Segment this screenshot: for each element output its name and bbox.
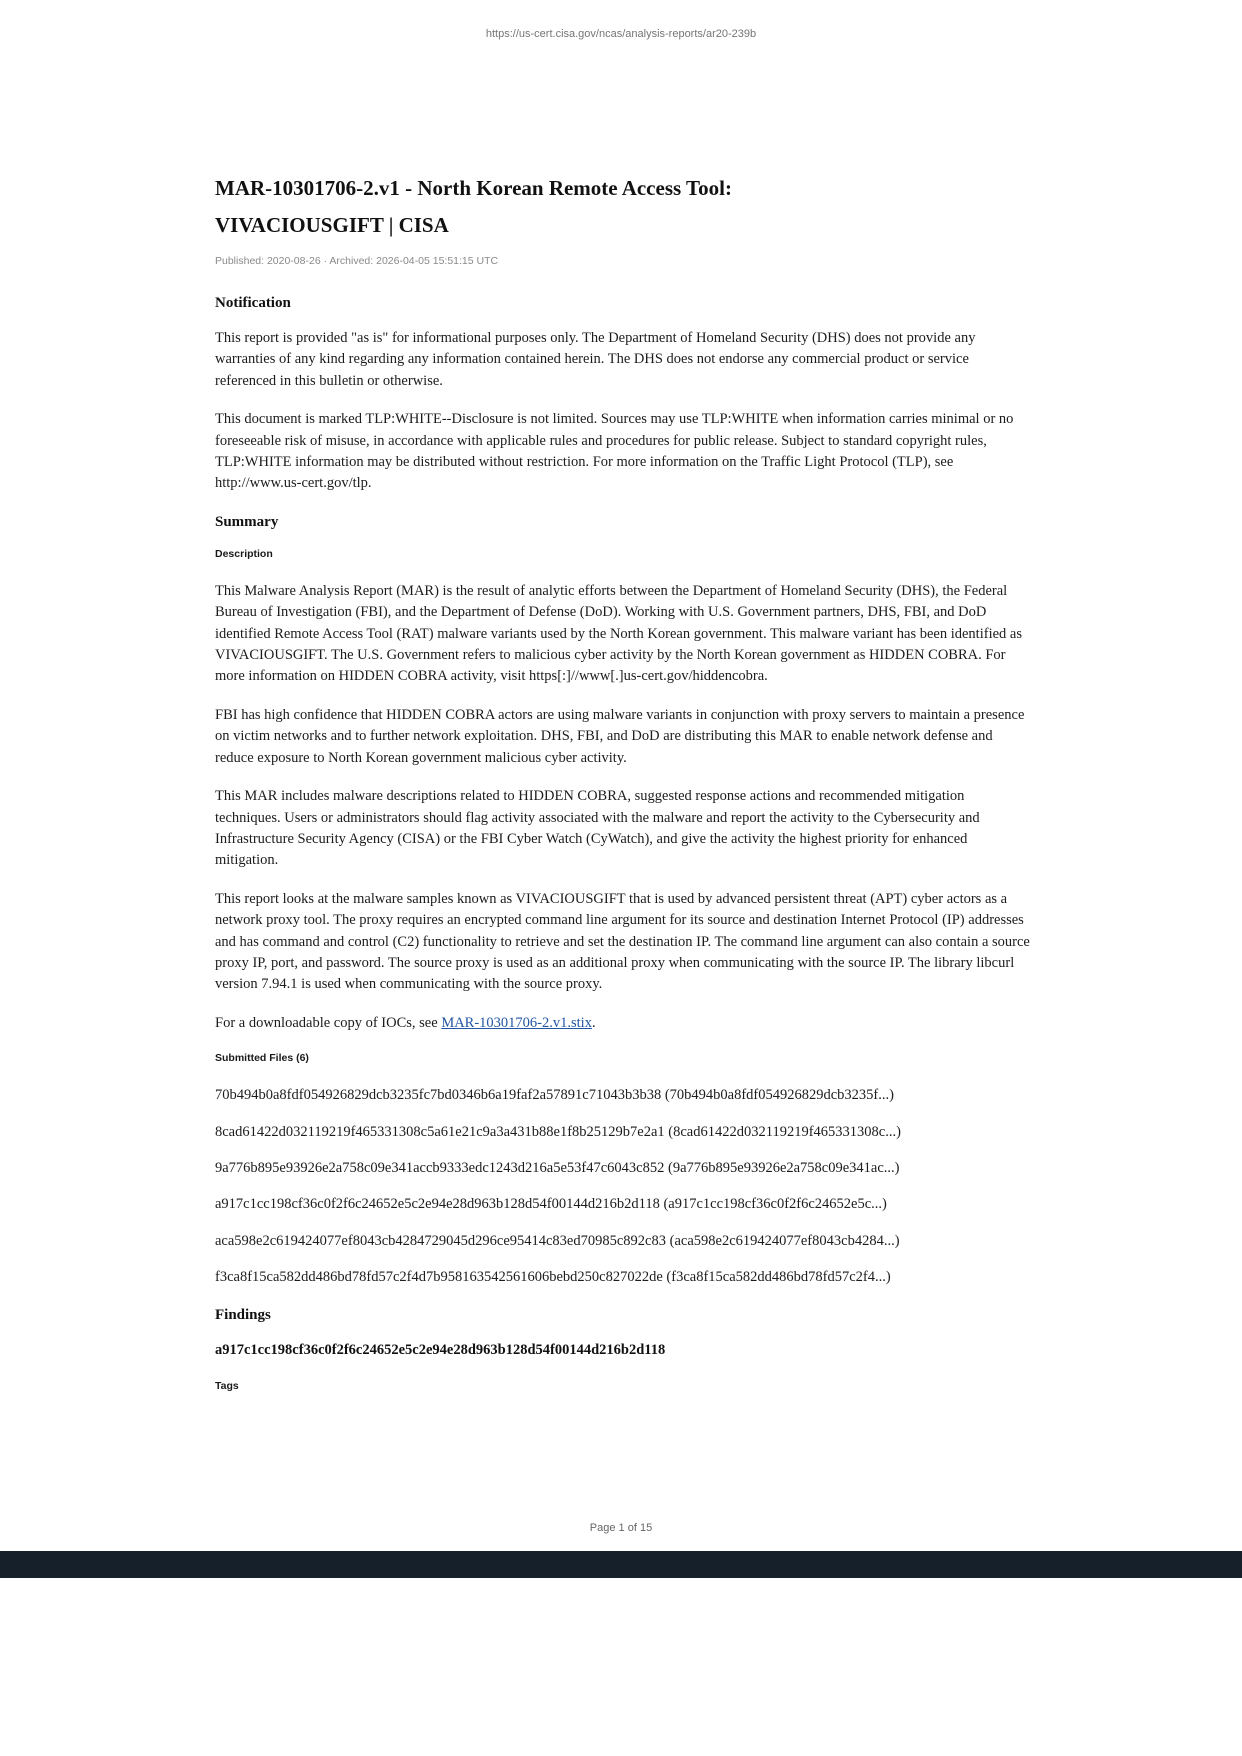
section-heading-summary: Summary xyxy=(215,513,279,530)
report-article xyxy=(215,170,1033,1413)
ioc-line-text: For a downloadable copy of IOCs, see xyxy=(215,1014,442,1031)
submitted-file-hash: 70b494b0a8fdf054926829dcb3235fc7bd0346b6a19faf2a57891c71043b3b38 (70b494b0a8fdf054926829dcb3235f...) xyxy=(215,1087,894,1104)
next-page-banner xyxy=(0,1551,1242,1578)
description-paragraph-3: This MAR includes malware descriptions related to HIDDEN COBRA, suggested response actions and recommended mitigation techniques. Users or administrators should flag activity associated with the malware and report the activity to the Cybersecurity and Infrastructure Security Agency (CISA) or the FBI Cyber Watch (CyWatch), and give the activity the highest priority for enhanced mitigation. xyxy=(215,788,980,869)
section-heading-findings: Findings xyxy=(215,1306,271,1323)
page-title: MAR-10301706-2.v1 - North Korean Remote Access Tool: VIVACIOUSGIFT | CISA xyxy=(215,176,732,237)
subheading-description: Description xyxy=(215,547,273,560)
description-paragraph-2: FBI has high confidence that HIDDEN COBRA actors are using malware variants in conjunction with proxy servers to maintain a presence on victim networks and to further network exploitation. DHS, FBI, and DoD are distributing this MAR to enable network defense and reduce exposure to North Korean government malicious cyber activity. xyxy=(215,706,1025,766)
description-paragraph-4: This report looks at the malware samples known as VIVACIOUSGIFT that is used by advanced persistent threat (APT) cyber actors as a network proxy tool. The proxy requires an encrypted command line argument for its source and destination Internet Protocol (IP) addresses and has command and control (C2) functionality to retrieve and set the destination IP. The command line argument can also contain a source proxy IP, port, and password. The source proxy is used as an additional proxy when communicating with the source IP. The library libcurl version 7.94.1 is used when communicating with the source proxy. xyxy=(215,890,1030,993)
page-number-indicator: Page 1 of 15 xyxy=(589,1522,653,1534)
finding-sample-hash: a917c1cc198cf36c0f2f6c24652e5c2e94e28d963b128d54f00144d216b2d118 xyxy=(215,1341,666,1358)
published-archived-meta: Published: 2020-08-26 · Archived: 2026-04-05 15:51:15 UTC xyxy=(215,255,499,267)
submitted-file-hash: 9a776b895e93926e2a758c09e341accb9333edc1243d216a5e53f47c6043c852 (9a776b895e93926e2a758c09e341ac...) xyxy=(215,1159,900,1176)
print-header-url: https://us-cert.cisa.gov/ncas/analysis-reports/ar20-239b xyxy=(485,28,757,40)
subheading-tags: Tags xyxy=(215,1380,239,1392)
submitted-file-hash: a917c1cc198cf36c0f2f6c24652e5c2e94e28d963b128d54f00144d216b2d118 (a917c1cc198cf36c0f2f6c24652e5c...) xyxy=(215,1196,887,1213)
notification-paragraph-2: This document is marked TLP:WHITE--Disclosure is not limited. Sources may use TLP:WHITE when information carries minimal or no foreseeable risk of misuse, in accordance with applicable rules and procedures for public release. Subject to standard copyright rules, TLP:WHITE information may be distributed without restriction. For more information on the Traffic Light Protocol (TLP), see http://www.us-cert.gov/tlp. xyxy=(215,411,1014,492)
ioc-line-period: . xyxy=(591,1014,596,1031)
submitted-file-hash: 8cad61422d032119219f465331308c5a61e21c9a3a431b88e1f8b25129b7e2a1 (8cad61422d032119219f465331308c...) xyxy=(215,1123,901,1140)
ioc-download-line xyxy=(215,1013,1033,1034)
description-paragraph-1: This Malware Analysis Report (MAR) is the result of analytic efforts between the Department of Homeland Security (DHS), the Federal Bureau of Investigation (FBI), and the Department of Defense (DoD). Working with U.S. Government partners, DHS, FBI, and DoD identified Remote Access Tool (RAT) malware variants used by the North Korean government. This malware variant has been identified as VIVACIOUSGIFT. The U.S. Government refers to malicious cyber activity by the North Korean government as HIDDEN COBRA. For more information on HIDDEN COBRA activity, visit https[:]//www[.]us-cert.gov/hiddencobra. xyxy=(215,582,1022,685)
submitted-file-hash: aca598e2c619424077ef8043cb4284729045d296ce95414c83ed70985c892c83 (aca598e2c619424077ef8043cb4284...) xyxy=(215,1232,900,1249)
notification-paragraph-1: This report is provided "as is" for informational purposes only. The Department of Homeland Security (DHS) does not provide any warranties of any kind regarding any information contained herein. The DHS does not endorse any commercial product or service referenced in this bulletin or otherwise. xyxy=(215,330,976,389)
submitted-file-hash: f3ca8f15ca582dd486bd78fd57c2f4d7b958163542561606bebd250c827022de (f3ca8f15ca582dd486bd78fd57c2f4...) xyxy=(215,1269,891,1286)
subheading-submitted-files: Submitted Files (6) xyxy=(215,1052,309,1065)
section-heading-notification: Notification xyxy=(215,295,291,311)
stix-download-link[interactable]: MAR-10301706-2.v1.stix xyxy=(441,1014,592,1031)
